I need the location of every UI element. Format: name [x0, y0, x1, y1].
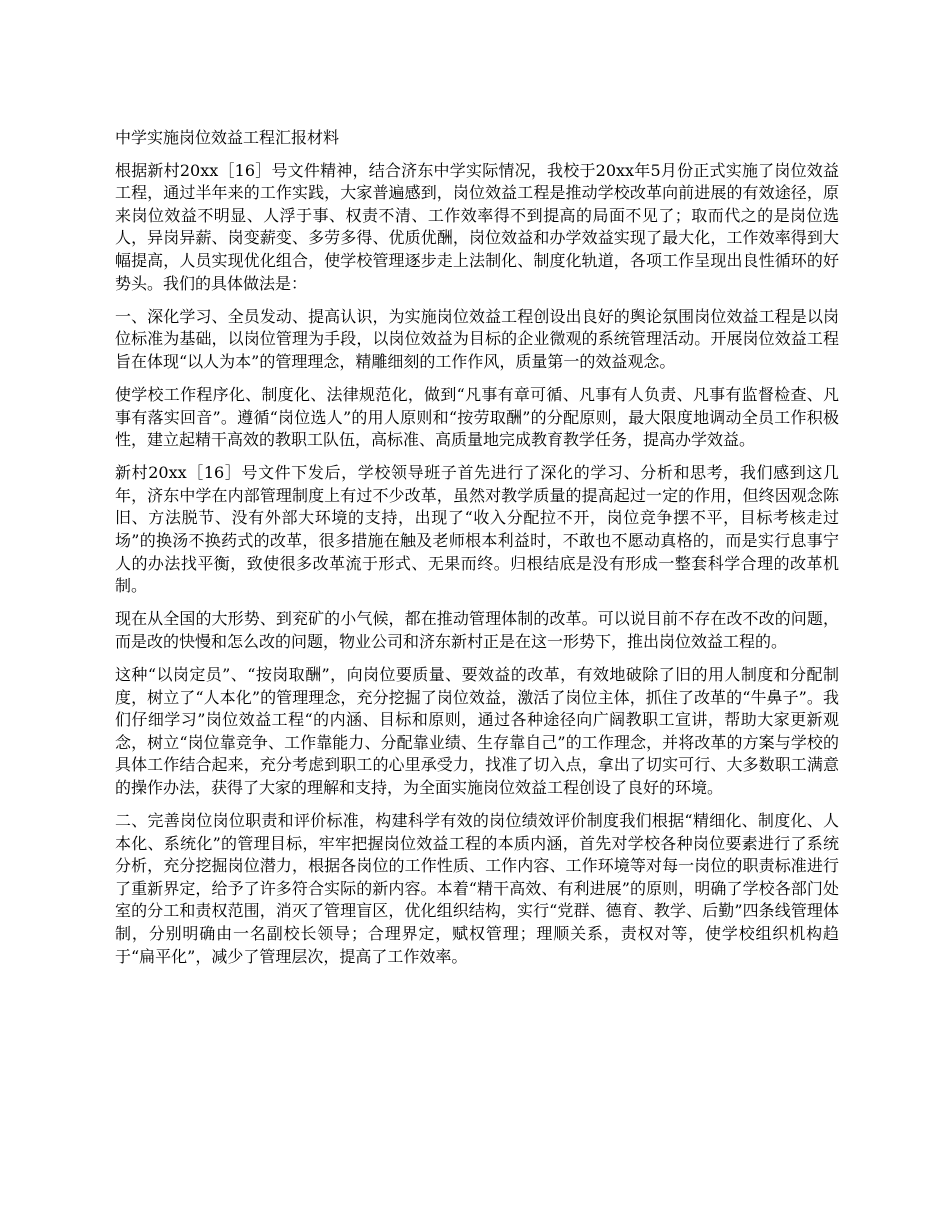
document-title: 中学实施岗位效益工程汇报材料 [115, 128, 340, 147]
paragraph-section-two: 二、完善岗位岗位职责和评价标准，构建科学有效的岗位绩效评价制度我们根据“精细化、制度化、人本化、系统化”的管理目标，牢牢把握岗位效益工程的本质内涵，首先对学校各种岗位要素进行了系统分析，充分挖掘岗位潜力，根据各岗位的工作性质、工作内容、工作环境等对每一岗位的职责标准进行了重新界定，给予了许多符合实际的新内容。本着“精干高效、有利进展”的原则，明确了学校各部门处室的分工和责权范围，消灭了管理盲区，优化组织结构，实行“党群、德育、教学、后勤”四条线管理体制，分别明确由一名副校长领导；合理界定，赋权管理；理顺关系，责权对等，使学校组织机构趋于“扁平化”，减少了管理层次，提高了工作效率。 [115, 811, 839, 966]
paragraph-reform-details: 这种“以岗定员”、“按岗取酬”，向岗位要质量、要效益的改革，有效地破除了旧的用人制度和分配制度，树立了“人本化”的管理理念，充分挖掘了岗位效益，激活了岗位主体，抓住了改革的“牛鼻子”。我们仔细学习”岗位效益工程“的内涵、目标和原则，通过各种途径向广阔教职工宣讲，帮助大家更新观念，树立“岗位靠竞争、工作靠能力、分配靠业绩、生存靠自己”的工作理念，并将改革的方案与学校的具体工作结合起来，充分考虑到职工的心里承受力，找准了切入点，拿出了切实可行、大多数职工满意的操作办法，获得了大家的理解和支持，为全面实施岗位效益工程创设了良好的环境。 [115, 664, 839, 797]
paragraph-document-issued: 新村20xx［16］号文件下发后，学校领导班子首先进行了深化的学习、分析和思考，我们感到这几年，济东中学在内部管理制度上有过不少改革，虽然对教学质量的提高起过一定的作用，但终因观念陈旧、方法脱节、没有外部大环境的支持，出现了“收入分配拉不开，岗位竞争摆不平，目标考核走过场”的换汤不换药式的改革，很多措施在触及老师根本利益时，不敢也不愿动真格的，而是实行息事宁人的办法找平衡，致使很多改革流于形式、无果而终。归根结底是没有形成一整套科学合理的改革机制。 [115, 463, 839, 596]
document-page [115, 127, 839, 979]
paragraph-section-one: 一、深化学习、全员发动、提高认识，为实施岗位效益工程创设出良好的舆论氛围岗位效益工程是以岗位标准为基础，以岗位管理为手段，以岗位效益为目标的企业微观的系统管理活动。开展岗位效益工程旨在体现“以人为本”的管理理念，精雕细刻的工作作风，质量第一的效益观念。 [115, 306, 839, 371]
paragraph-intro: 根据新村20xx［16］号文件精神，结合济东中学实际情况，我校于20xx年5月份正式实施了岗位效益工程，通过半年来的工作实践，大家普遍感到，岗位效益工程是推动学校改革向前进展的有效途径，原来岗位效益不明显、人浮于事、权责不清、工作效率得不到提高的局面不见了；取而代之的是岗位选人，异岗异薪、岗变薪变、多劳多得、优质优酬，岗位效益和办学效益实现了最大化，工作效率得到大幅提高，人员实现优化组合，使学校管理逐步走上法制化、制度化轨道，各项工作呈现出良性循环的好势头。我们的具体做法是： [115, 160, 839, 293]
paragraph-current-situation: 现在从全国的大形势、到兖矿的小气候，都在推动管理体制的改革。可以说目前不存在改不改的问题，而是改的快慢和怎么改的问题，物业公司和济东新村正是在这一形势下，推出岗位效益工程的。 [115, 609, 839, 651]
paragraph-standardization: 使学校工作程序化、制度化、法律规范化，做到“凡事有章可循、凡事有人负责、凡事有监督检查、凡事有落实回音”。遵循“岗位选人”的用人原则和“按劳取酬”的分配原则，最大限度地调动全员工作积极性，建立起精干高效的教职工队伍，高标准、高质量地完成教育教学任务，提高办学效益。 [115, 384, 839, 450]
